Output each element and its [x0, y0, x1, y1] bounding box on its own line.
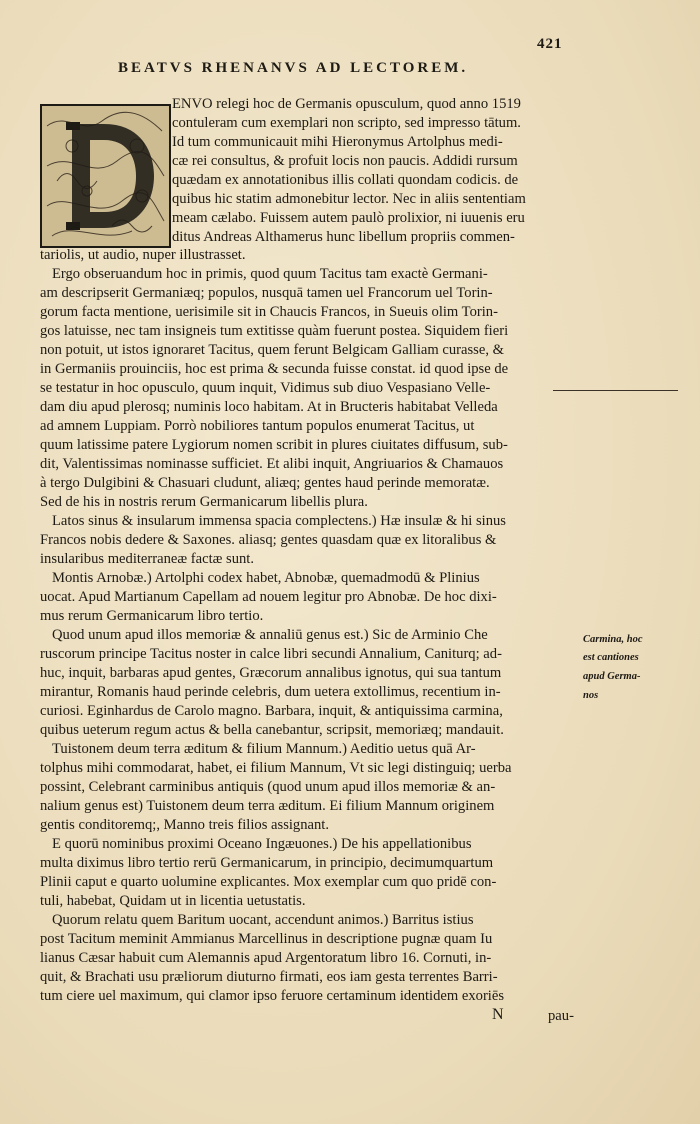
- text-line: ad amnem Luppiam. Porrò nobiliores tantum populos enumerat Tacitus, ut: [40, 418, 475, 434]
- text-line: à tergo Dulgibini & Chasuari cludunt, aliæq; gentes haud perinde memoratæ.: [40, 475, 490, 491]
- text-line: quibus ueterum regum actus & bella canebantur, scripsit, memoriæq; mandauit.: [40, 722, 504, 738]
- text-line: quit, & Brachati usu præliorum diuturno firmati, eos iam gesta terrentes Barri-: [40, 969, 498, 985]
- text-line: Ergo obseruandum hoc in primis, quod quum Tacitus tam exactè Germani-: [52, 266, 488, 282]
- text-line: insularibus mediterraneæ factæ sunt.: [40, 551, 254, 567]
- text-line: curiosi. Eginhardus de Carolo magno. Barbara, inquit, & antiquissima carmina,: [40, 703, 503, 719]
- text-line: ditus Andreas Althamerus hunc libellum propriis commen-: [172, 229, 515, 245]
- text-line: quum latissime patere Lygiorum nomen scribit in plures ciuitates diffusum, sub-: [40, 437, 508, 453]
- text-line: Montis Arnobæ.) Artolphi codex habet, Abnobæ, quemadmodū & Plinius: [52, 570, 480, 586]
- text-line: ENVO relegi hoc de Germanis opusculum, quod anno 1519: [172, 96, 521, 112]
- text-line: huc, inquit, barbaras apud gentes, Græcorum annalibus ignotus, qui sua tantum: [40, 665, 502, 681]
- text-line: Quorum relatu quem Baritum uocant, accendunt animos.) Barritus istius: [52, 912, 474, 928]
- text-line: tuli, habebat, Quidam ut in licentia uetustatis.: [40, 893, 306, 909]
- text-line: contuleram cum exemplari non scripto, sed impresso tātum.: [172, 115, 521, 131]
- text-line: non potuit, ut istos ignoraret Tacitus, quem ferunt Belgicam Galliam curasse, &: [40, 342, 504, 358]
- margin-note: apud Germa-: [583, 671, 641, 682]
- text-line: cæ rei consultus, & profuit locis non paucis. Addidi rursum: [172, 153, 518, 169]
- text-line: mus rerum Germanicarum libro tertio.: [40, 608, 264, 624]
- text-line: dam diu apud plerosq; numinis loco habitam. At in Bructeris habitabat Velleda: [40, 399, 498, 415]
- page-number: 421: [537, 36, 563, 52]
- text-line: dit, Valentissimas nominasse sufficiet. Et alibi inquit, Angriuarios & Chamauos: [40, 456, 504, 472]
- margin-note: Carmina, hoc: [583, 634, 643, 645]
- text-line: am descripserit Germaniæq; populos, nusquā tamen uel Francorum uel Torin-: [40, 285, 493, 301]
- catchword: pau-: [548, 1008, 574, 1024]
- text-line: possint, Celebrant carminibus antiquis (quod unum apud illos memoriæ & an-: [40, 779, 496, 795]
- text-line: meam cælabo. Fuissem autem paulò prolixior, ni iuuenis eru: [172, 210, 525, 226]
- text-line: ruscorum principe Tacitus noster in calce libri secundi Annalium, Caniturq; ad-: [40, 646, 502, 662]
- margin-note: est cantiones: [583, 652, 639, 663]
- text-line: nalium genus est) Tuistonem deum terra æditum. Ei filium Mannum originem: [40, 798, 495, 814]
- text-line: tolphus mihi commodarat, habet, ei filium Mannum, Vt sic legi distinguiq; uerba: [40, 760, 512, 776]
- text-line: se testatur in hoc opusculo, quum inquit, Vidimus sub diuo Vespasiano Velle-: [40, 380, 491, 396]
- text-line: in Germaniis prouinciis, hoc est prima & secunda fuisse constat. id quod ipse de: [40, 361, 509, 377]
- text-line: tum ciere uel maximum, qui clamor ipso feruore certaminum identidem exoriēs: [40, 988, 505, 1004]
- text-line: gentis conditoremq;, Manno treis filios assignant.: [40, 817, 329, 833]
- text-line: quibus hic statim admonebitur lector. Nec in aliis sententiam: [172, 191, 526, 207]
- text-line: Tuistonem deum terra æditum & filium Mannum.) Aeditio uetus quā Ar-: [52, 741, 476, 757]
- text-line: post Tacitum meminit Ammianus Marcellinus in descriptione pugnæ quam Iu: [40, 931, 493, 947]
- text-line: E quorū nominibus proximi Oceano Ingæuones.) De his appellationibus: [52, 836, 472, 852]
- margin-pointer-line: [553, 390, 678, 391]
- text-line: mirantur, Romanis haud perinde celebris, dum uetera extollimus, recentium in-: [40, 684, 501, 700]
- text-line: multa diximus libro tertio rerū Germanicarum, in principio, decimumquartum: [40, 855, 494, 871]
- text-line: gos latuisse, nec tam insigneis tum extitisse quàm fuerunt postea. Siquidem fieri: [40, 323, 509, 339]
- text-line: uocat. Apud Martianum Capellam ad nouem legitur pro Abnobæ. De hoc dixi-: [40, 589, 497, 605]
- text-line: Sed de his in nostris rerum Germanicarum libellis plura.: [40, 494, 368, 510]
- running-head: BEATVS RHENANVS AD LECTOREM.: [118, 60, 469, 76]
- text-line: Latos sinus & insularum immensa spacia complectens.) Hæ insulæ & hi sinus: [52, 513, 506, 529]
- text-line: gorum facta mentione, uerisimile sit in Chaucis Francos, in Sueuis olim Torin-: [40, 304, 498, 320]
- text-line: lianus Cæsar habuit cum Alemannis apud Argentoratum libro 16. Cornuti, in-: [40, 950, 492, 966]
- text-line: Id tum communicauit mihi Hieronymus Artolphus medi-: [172, 134, 503, 150]
- decorated-initial-d-icon: [40, 104, 171, 248]
- text-line: Plinii caput e quarto uolumine explicantes. Mox exemplar cum quo pridē con-: [40, 874, 497, 890]
- text-line: Quod unum apud illos memoriæ & annaliū genus est.) Sic de Arminio Che: [52, 627, 488, 643]
- text-line: Francos nobis dedere & Saxones. aliasq; gentes quasdam quæ ex litoralibus &: [40, 532, 497, 548]
- signature-mark: N: [492, 1006, 504, 1023]
- margin-note: nos: [583, 690, 599, 701]
- text-line: quædam ex annotationibus illis collati quondam codicis. de: [172, 172, 519, 188]
- text-line: tariolis, ut audio, nuper illustrasset.: [40, 247, 246, 263]
